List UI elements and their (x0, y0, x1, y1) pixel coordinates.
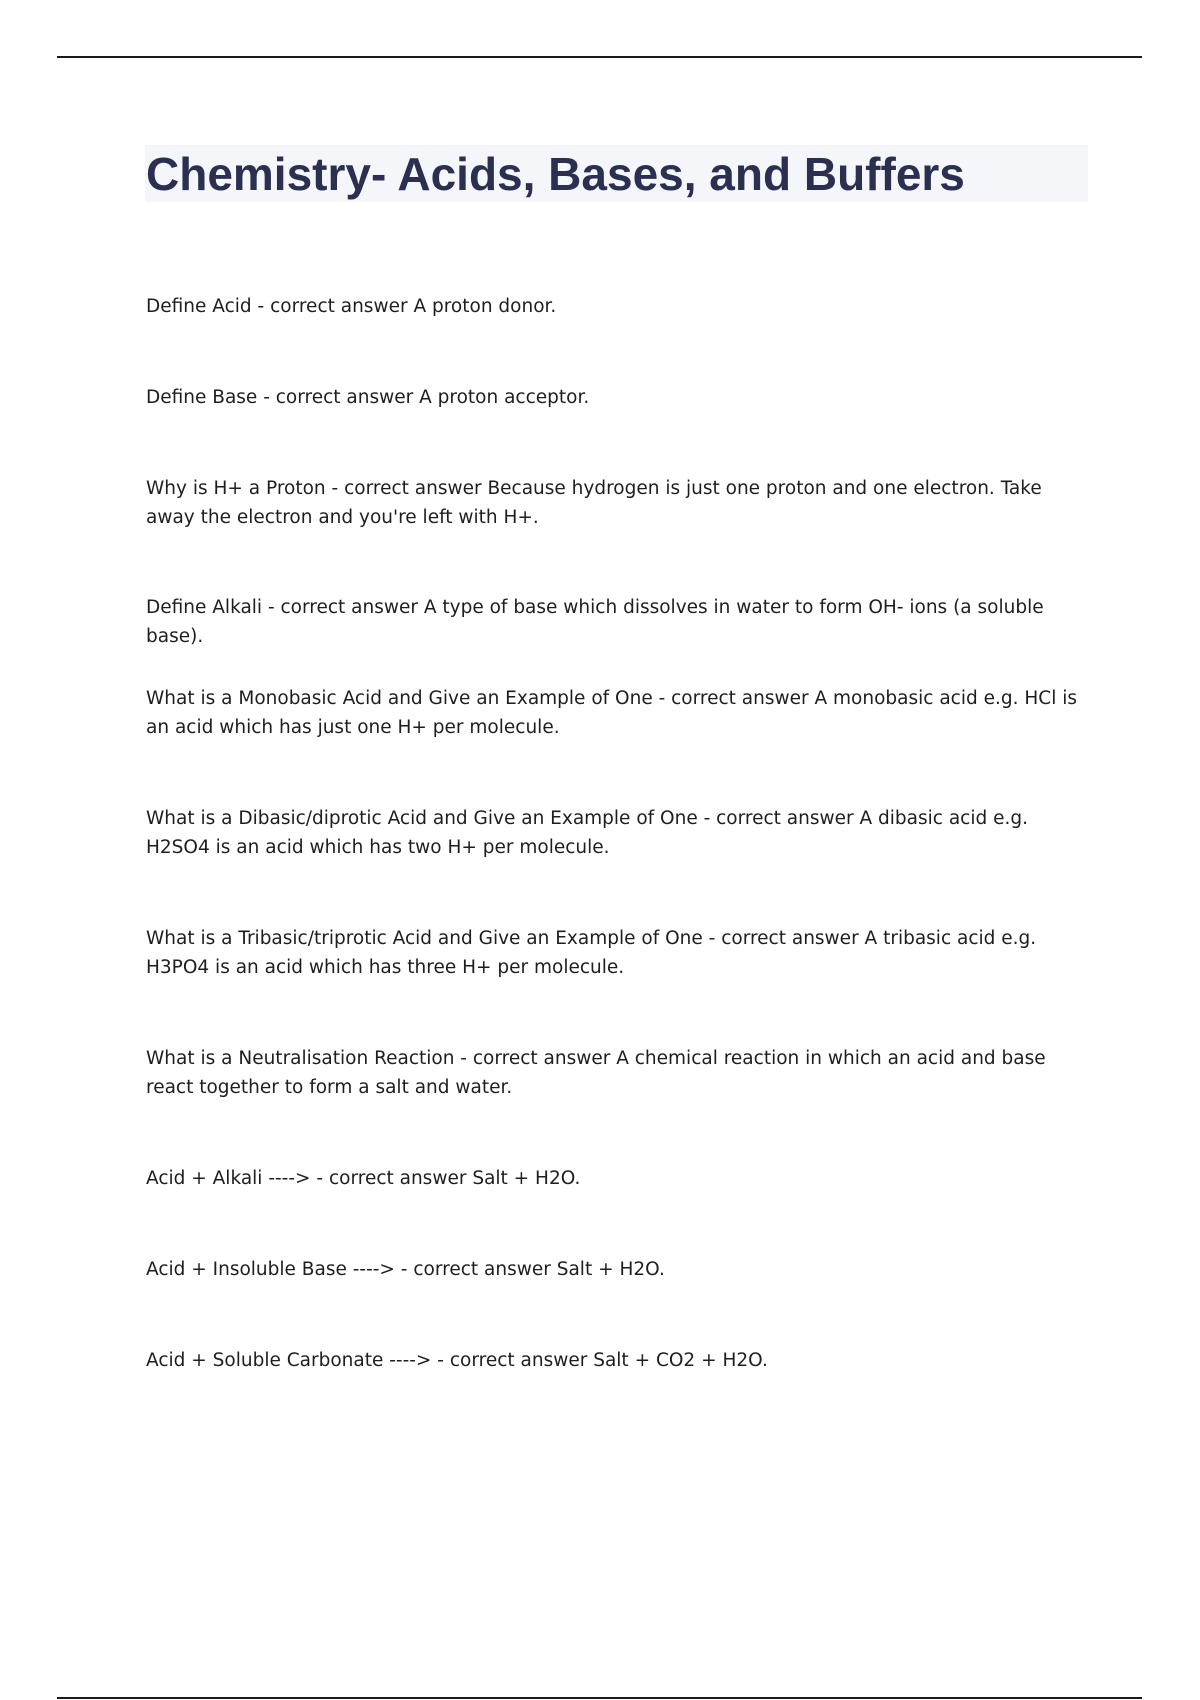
footer-rule (57, 1697, 1142, 1699)
flashcard-entry: What is a Monobasic Acid and Give an Example of One - correct answer A monobasic acid e.g. HCl is an acid which has just one H+ per molecule. (146, 688, 1077, 738)
flashcard-entry: What is a Tribasic/triprotic Acid and Give an Example of One - correct answer A tribasic acid e.g. H3PO4 is an acid which has three H+ per molecule. (146, 928, 1037, 978)
flashcard-entry: Why is H+ a Proton - correct answer Because hydrogen is just one proton and one electron. Take away the electron and you're left with H+. (146, 478, 1042, 528)
page-title: Chemistry- Acids, Bases, and Buffers (146, 148, 965, 200)
flashcard-entry: Define Alkali - correct answer A type of base which dissolves in water to form OH- ions (a soluble base). (146, 597, 1044, 647)
flashcard-entry: Acid + Alkali ----> - correct answer Salt + H2O. (146, 1168, 581, 1189)
header-rule (57, 56, 1142, 58)
flashcard-entry: What is a Neutralisation Reaction - correct answer A chemical reaction in which an acid and base react together to form a salt and water. (146, 1048, 1046, 1098)
flashcard-entry: Acid + Insoluble Base ----> - correct answer Salt + H2O. (146, 1259, 665, 1280)
flashcard-entry: What is a Dibasic/diprotic Acid and Give an Example of One - correct answer A dibasic acid e.g. H2SO4 is an acid which has two H+ per molecule. (146, 808, 1028, 858)
flashcard-entry: Acid + Soluble Carbonate ----> - correct answer Salt + CO2 + H2O. (146, 1350, 768, 1371)
flashcard-entry: Define Acid - correct answer A proton donor. (146, 296, 557, 317)
flashcard-entry: Define Base - correct answer A proton acceptor. (146, 387, 590, 408)
